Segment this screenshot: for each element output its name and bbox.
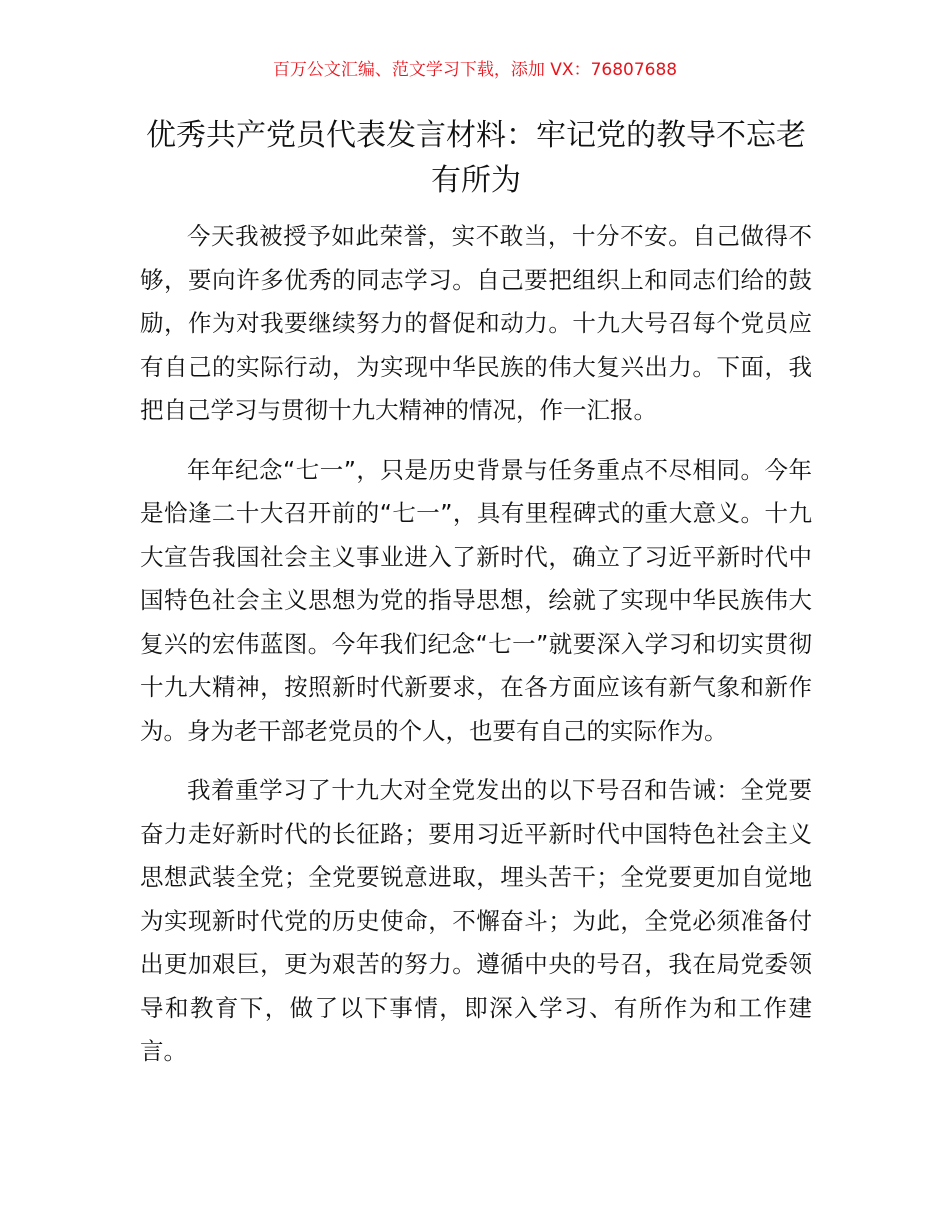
document-body [140,215,812,1090]
paragraph-3: 我着重学习了十九大对全党发出的以下号召和告诫：全党要奋力走好新时代的长征路；要用习近平新时代中国特色社会主义思想武装全党；全党要锐意进取，埋头苦干；全党要更加自觉地为实现新时代党的历史使命，不懈奋斗；为此，全党必须准备付出更加艰巨，更为艰苦的努力。遵循中央的号召，我在局党委领导和教育下，做了以下事情，即深入学习、有所作为和工作建言。 [140,776,812,1065]
paragraph-1: 今天我被授予如此荣誉，实不敢当，十分不安。自己做得不够，要向许多优秀的同志学习。自己要把组织上和同志们给的鼓励，作为对我要继续努力的督促和动力。十九大号召每个党员应有自己的实际行动，为实现中华民族的伟大复兴出力。下面，我把自己学习与贯彻十九大精神的情况，作一汇报。 [140,222,812,424]
header-watermark-note: 百万公文汇编、范文学习下载，添加 VX：76807688 [272,60,678,80]
document-title: 优秀共产党员代表发言材料：牢记党的教导不忘老有所为 [146,118,806,198]
paragraph-2: 年年纪念“七一”，只是历史背景与任务重点不尽相同。今年是恰逢二十大召开前的“七一”，具有里程碑式的重大意义。十九大宣告我国社会主义事业进入了新时代，确立了习近平新时代中国特色社会主义思想为党的指导思想，绘就了实现中华民族伟大复兴的宏伟蓝图。今年我们纪念“七一”就要深入学习和切实贯彻十九大精神，按照新时代新要求，在各方面应该有新气象和新作为。身为老干部老党员的个人，也要有自己的实际作为。 [140,455,812,745]
